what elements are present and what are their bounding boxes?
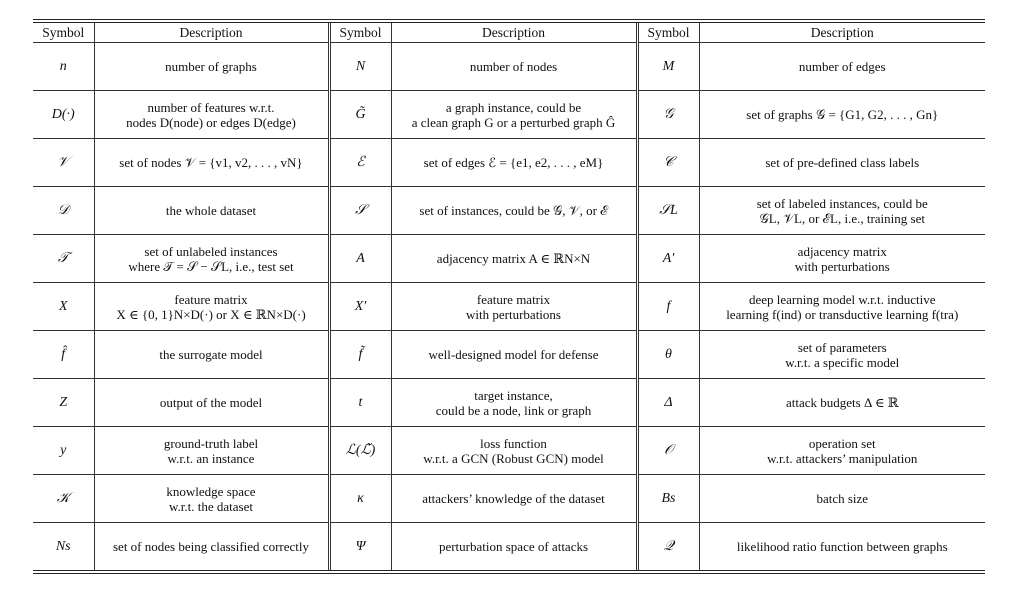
description-line: set of parameters [797,339,887,355]
symbol-cell: f̃ [329,331,391,379]
description-line: deep learning model w.r.t. inductive [748,291,936,307]
symbol-cell: f [637,283,699,331]
description-cell [699,187,985,235]
symbol-cell: Bs [637,475,699,523]
description-line: nodes D(node) or edges D(edge) [126,114,296,130]
description-cell [391,475,637,523]
table-row [33,523,985,571]
description-line: attackers’ knowledge of the dataset [422,491,605,506]
description-line: w.r.t. an instance [167,450,255,466]
description-line: set of edges ℰ = {e1, e2, . . . , eM} [423,155,604,170]
description-cell [699,235,985,283]
symbol-cell: 𝒱 [33,139,94,187]
symbol-cell: 𝒦 [33,475,94,523]
symbol-cell: 𝒬 [637,523,699,571]
symbol-cell: 𝒯 [33,235,94,283]
description-header: Description [391,23,637,43]
description-cell [94,523,329,571]
description-line: set of nodes 𝒱 = {v1, v2, . . . , vN} [119,155,303,170]
description-line: output of the model [159,395,263,410]
description-line: loss function [480,435,547,451]
description-cell [391,43,637,91]
description-cell [94,139,329,187]
description-line: target instance, [474,387,553,403]
description-cell [94,379,329,427]
symbol-cell: κ [329,475,391,523]
symbol-cell: 𝒟 [33,187,94,235]
description-cell [391,187,637,235]
symbol-cell: A′ [637,235,699,283]
symbol-cell: Ψ [329,523,391,571]
description-line: likelihood ratio function between graphs [736,539,948,554]
symbol-cell: A [329,235,391,283]
description-cell [391,235,637,283]
table-body [33,43,985,571]
symbol-cell: y [33,427,94,475]
symbol-cell: ℰ [329,139,391,187]
description-cell [391,379,637,427]
description-cell [699,331,985,379]
description-cell [391,139,637,187]
description-line: w.r.t. a specific model [785,354,900,370]
description-line: set of nodes being classified correctly [112,539,309,554]
description-line: set of unlabeled instances [144,243,278,259]
description-line: operation set [808,435,876,451]
description-cell [699,427,985,475]
description-line: knowledge space [166,483,256,499]
description-line: set of instances, could be 𝒢, 𝒱, or ℰ [419,203,608,218]
table-row [33,379,985,427]
description-cell [699,523,985,571]
description-line: w.r.t. the dataset [169,498,253,514]
description-cell [699,475,985,523]
description-cell [391,283,637,331]
description-line: number of nodes [469,59,558,74]
description-line: batch size [816,491,869,506]
description-line: set of graphs 𝒢 = {G1, G2, . . . , Gn} [746,107,939,122]
symbol-cell: 𝒢 [637,91,699,139]
symbol-cell: D(·) [33,91,94,139]
description-cell [94,235,329,283]
description-cell [94,187,329,235]
notation-table [33,23,985,570]
description-line: attack budgets Δ ∈ ℝ [785,395,899,410]
description-header: Description [94,23,329,43]
table-row [33,187,985,235]
table-row [33,91,985,139]
table-row [33,331,985,379]
description-cell [391,523,637,571]
description-line: perturbation space of attacks [438,539,589,554]
description-line: w.r.t. attackers’ manipulation [767,450,918,466]
table-row [33,235,985,283]
table-row [33,139,985,187]
description-line: adjacency matrix [797,243,887,259]
description-line: learning f(ind) or transductive learning f(tra) [726,306,959,322]
symbol-cell: X [33,283,94,331]
table-row [33,43,985,91]
symbol-cell: G̃ [329,91,391,139]
description-line: number of edges [798,59,886,74]
description-line: 𝒢L, 𝒱L, or ℰL, i.e., training set [759,210,925,226]
description-cell [699,139,985,187]
description-line: the surrogate model [159,347,263,362]
description-line: with perturbations [794,258,890,274]
description-line: a clean graph G or a perturbed graph Ĝ [411,114,616,130]
symbol-cell: θ [637,331,699,379]
table-row [33,427,985,475]
description-header: Description [699,23,985,43]
description-line: number of features w.r.t. [147,99,275,115]
symbol-cell: 𝒮L [637,187,699,235]
description-cell [391,91,637,139]
description-cell [94,427,329,475]
description-cell [94,91,329,139]
description-line: ground-truth label [163,435,259,451]
symbol-cell: 𝒮 [329,187,391,235]
symbol-cell: X′ [329,283,391,331]
symbol-cell: 𝒪 [637,427,699,475]
description-line: a graph instance, could be [445,99,582,115]
symbol-cell: M [637,43,699,91]
description-line: could be a node, link or graph [435,402,592,418]
symbol-cell: n [33,43,94,91]
symbol-cell: Ns [55,539,71,554]
symbol-cell: t [329,379,391,427]
bottom-rule [33,570,985,571]
description-line: the whole dataset [165,203,257,218]
description-cell [699,379,985,427]
description-cell [391,331,637,379]
description-line: X ∈ {0, 1}N×D(·) or X ∈ ℝN×D(·) [116,306,306,322]
description-line: set of labeled instances, could be [756,195,928,211]
symbol-header: Symbol [329,23,391,43]
description-cell [94,475,329,523]
symbol-header: Symbol [33,23,94,43]
table-row [33,283,985,331]
bottom-rule-inner [33,573,985,574]
description-line: number of graphs [165,59,257,74]
top-rule [33,19,985,20]
description-cell [94,43,329,91]
description-line: where 𝒯 = 𝒮 − 𝒮L, i.e., test set [128,258,294,274]
description-cell [391,427,637,475]
description-line: feature matrix [174,291,248,307]
symbol-cell: Z [33,379,94,427]
symbol-cell: N [329,43,391,91]
symbol-header: Symbol [637,23,699,43]
description-cell [699,43,985,91]
description-cell [699,91,985,139]
description-line: w.r.t. a GCN (Robust GCN) model [423,450,604,466]
header-row [33,23,985,43]
symbol-cell: f̂ [33,331,94,379]
description-line: well-designed model for defense [428,347,599,362]
table-row [33,475,985,523]
description-line: with perturbations [466,306,561,322]
notation-table-container [33,19,985,574]
description-line: set of pre-defined class labels [765,155,920,170]
description-cell [699,283,985,331]
description-line: adjacency matrix A ∈ ℝN×N [436,251,591,266]
symbol-cell: ℒ(ℒ̃) [329,427,391,475]
description-cell [94,283,329,331]
symbol-cell: Δ [637,379,699,427]
symbol-cell: 𝒞 [637,139,699,187]
description-line: feature matrix [476,291,551,307]
description-cell [94,331,329,379]
